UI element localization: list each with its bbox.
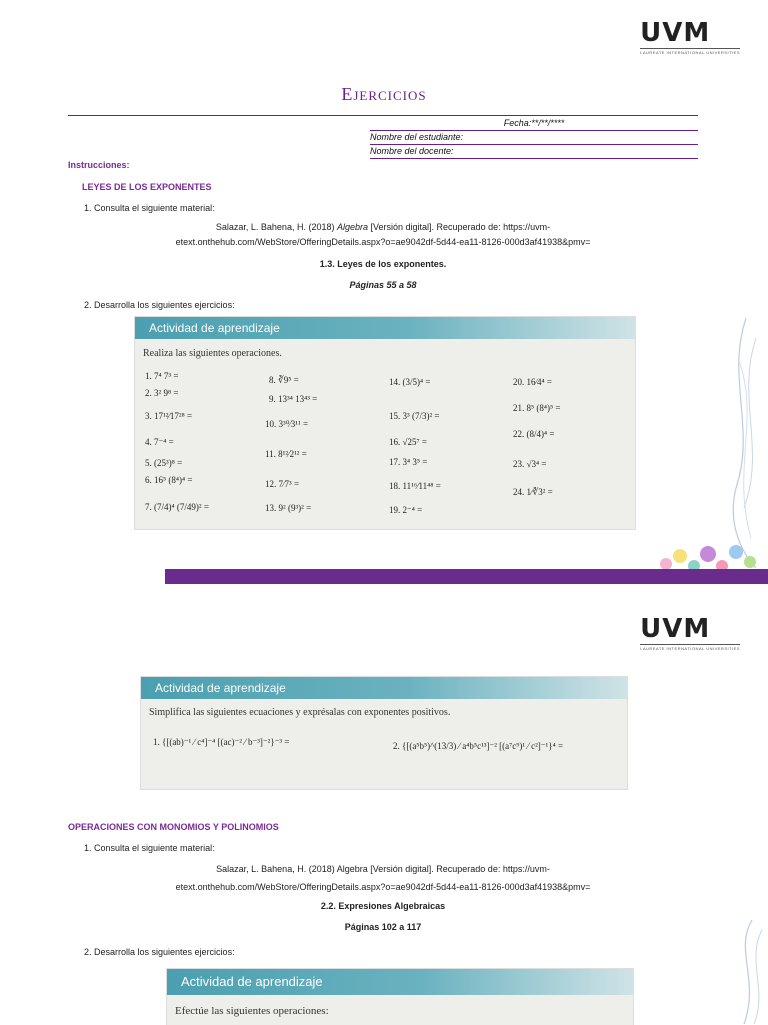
- section2-heading: OPERACIONES CON MONOMIOS Y POLINOMIOS: [68, 822, 279, 832]
- section2-topic: 2.2. Expresiones Algebraicas: [320, 901, 446, 911]
- uvm-logo-tagline: LAUREATE INTERNATIONAL UNIVERSITIES: [640, 646, 740, 651]
- section2-step2: 2. Desarrolla los siguientes ejercicios:: [84, 947, 235, 957]
- section1-pages: Páginas 55 a 58: [349, 280, 417, 290]
- section2-step1: 1. Consulta el siguiente material:: [84, 843, 215, 853]
- activity-instruction: Efectúe las siguientes operaciones:: [175, 1005, 329, 1017]
- exercise-15: 15. 3³ (7/3)² =: [389, 411, 440, 421]
- exercise-20: 20. 16⁄4⁴ =: [513, 377, 552, 387]
- section1-step1: 1. Consulta el siguiente material:: [84, 203, 215, 213]
- section2-reference-url[interactable]: etext.onthehub.com/WebStore/OfferingDetails.aspx?o=ae9042df-5d44-ea11-8126-000d3af41938&pmv=: [175, 882, 591, 892]
- footer-purple-bar: [165, 569, 768, 584]
- activity-instruction: Realiza las siguientes operaciones.: [143, 348, 282, 359]
- uvm-logo-text: UVM: [640, 614, 711, 644]
- activity-header: Actividad de aprendizaje: [167, 969, 633, 995]
- activity-box-1: [134, 316, 636, 530]
- exercise-2: 2. {[(a⁵b⁵)^(13/3) ⁄ a⁴b⁵c¹³]⁻² [(a⁷c⁹)¹ ⁄ c²]⁻¹}⁴ =: [393, 741, 564, 751]
- exercise-18: 18. 11¹⁶⁄11⁴⁸ =: [389, 481, 441, 491]
- activity-header: Actividad de aprendizaje: [135, 317, 635, 339]
- exercise-19: 19. 2⁻⁴ =: [389, 505, 423, 515]
- activity-instruction: Simplifica las siguientes ecuaciones y exprésalas con exponentes positivos.: [149, 707, 451, 718]
- exercise-1: 1. {[(ab)⁻¹ ⁄ c⁴]⁻⁴ [(ac)⁻² ⁄ b⁻³]⁻²}⁻³ =: [153, 737, 290, 747]
- student-name-field: Nombre del estudiante:: [370, 131, 698, 145]
- uvm-logo-text: UVM: [640, 18, 711, 48]
- exercise-1: 1. 7⁴ 7³ =: [145, 371, 179, 381]
- reference-book-title: Algebra: [336, 222, 368, 232]
- exercise-13: 13. 9² (9³)² =: [265, 503, 312, 513]
- decorative-curves-top: [716, 318, 768, 568]
- activity-header: Actividad de aprendizaje: [141, 677, 627, 699]
- section2-reference-line1: Salazar, L. Bahena, H. (2018) Algebra [Versión digital]. Recuperado de: https://uvm-: [216, 864, 550, 874]
- section1-reference-url[interactable]: etext.onthehub.com/WebStore/OfferingDetails.aspx?o=ae9042df-5d44-ea11-8126-000d3af41938&pmv=: [175, 237, 591, 247]
- title-divider: [68, 115, 698, 116]
- section1-topic: 1.3. Leyes de los exponentes.: [319, 259, 447, 269]
- reference-authors: Salazar, L. Bahena, H. (2018): [215, 222, 337, 232]
- uvm-logo-page2: [640, 616, 740, 651]
- section1-step2: 2. Desarrolla los siguientes ejercicios:: [84, 300, 235, 310]
- exercise-16: 16. √25⁷ =: [389, 437, 427, 447]
- exercise-10: 10. 3³⁰⁄3¹¹ =: [265, 419, 309, 429]
- exercise-3: 3. 17¹²⁄17²⁸ =: [145, 411, 193, 421]
- teacher-name-field: Nombre del docente:: [370, 145, 698, 159]
- exercise-21: 21. 8⁵ (8⁴)⁵ =: [513, 403, 561, 413]
- exercise-5: 5. (25³)⁸ =: [145, 458, 183, 468]
- reference-source: [Versión digital]. Recuperado de: https://uvm-: [368, 222, 551, 232]
- exercise-8: 8. ∛9⁵ =: [269, 375, 299, 385]
- activity-box-3: [166, 968, 634, 1025]
- exercise-11: 11. 8¹²⁄2¹² =: [265, 449, 307, 459]
- exercise-17: 17. 3⁴ 3⁵ =: [389, 457, 428, 467]
- date-field: Fecha:**/**/****: [370, 117, 698, 131]
- section2-pages: Páginas 102 a 117: [344, 922, 422, 932]
- exercise-12: 12. 7⁄7³ =: [265, 479, 300, 489]
- exercise-23: 23. √3⁴ =: [513, 459, 547, 469]
- uvm-logo-tagline: LAUREATE INTERNATIONAL UNIVERSITIES: [640, 50, 740, 55]
- page-title: Ejercicios: [341, 84, 427, 104]
- decorative-curves-bottom: [724, 920, 768, 1024]
- section1-reference-line1: [68, 222, 698, 232]
- exercise-7: 7. (7/4)⁴ (7/49)² =: [145, 502, 209, 512]
- exercise-22: 22. (8/4)⁴ =: [513, 429, 555, 439]
- instructions-label: Instrucciones:: [68, 160, 130, 170]
- exercise-4: 4. 7⁻⁴ =: [145, 437, 174, 447]
- exercise-24: 24. 1⁄∛3² =: [513, 487, 553, 497]
- uvm-logo: [640, 20, 740, 55]
- exercise-14: 14. (3/5)⁴ =: [389, 377, 431, 387]
- activity-box-2: [140, 676, 628, 790]
- section1-heading: LEYES DE LOS EXPONENTES: [82, 182, 212, 192]
- exercise-9: 9. 13³⁴ 13⁴³ =: [269, 394, 318, 404]
- exercise-2: 2. 3² 9⁸ =: [145, 388, 179, 398]
- exercise-6: 6. 16⁵ (8⁴)⁴ =: [145, 475, 193, 485]
